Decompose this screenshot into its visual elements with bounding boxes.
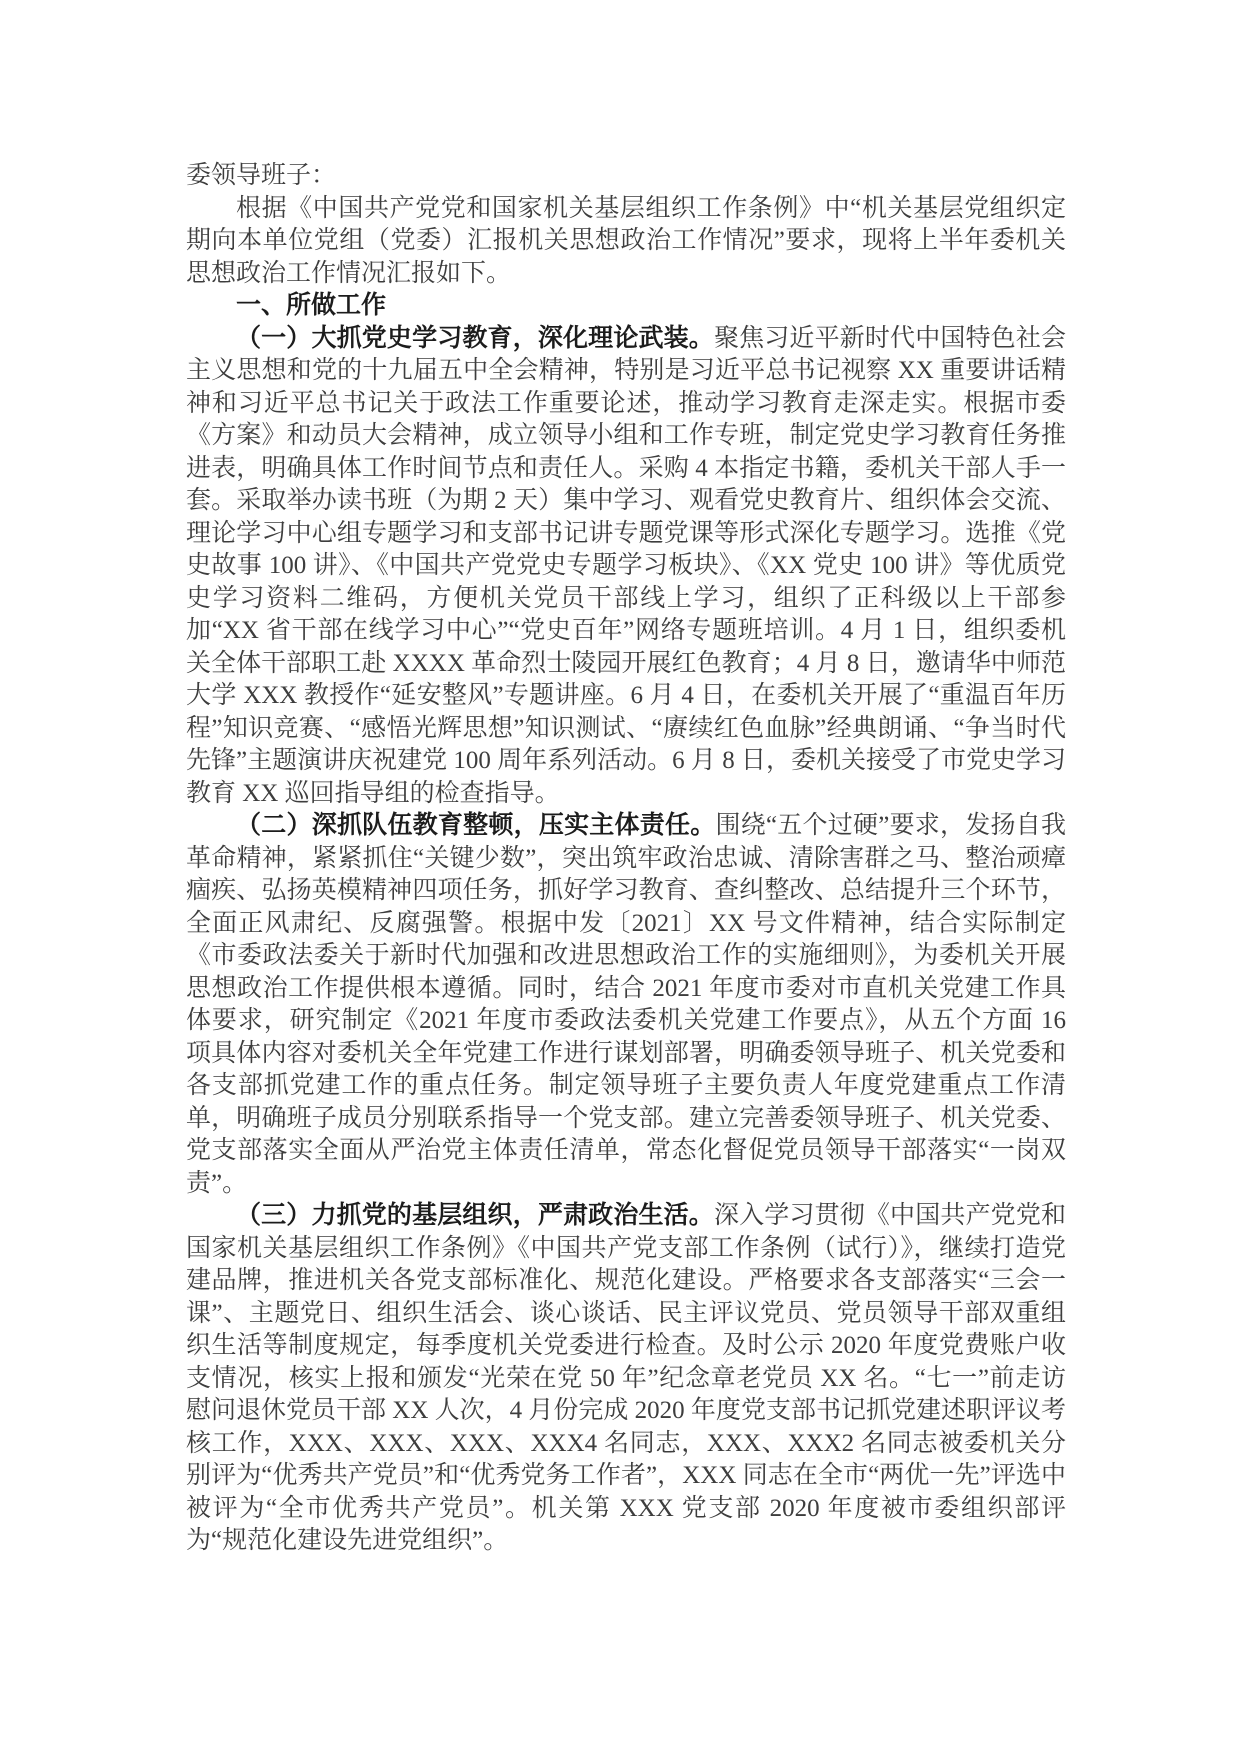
subsection-2-body: 围绕“五个过硬”要求，发扬自我革命精神，紧紧抓住“关键少数”，突出筑牢政治忠诚、清除害群之马、整治顽瘴痼疾、弘扬英模精神四项任务，抓好学习教育、查纠整改、总结提升三个环节，全面正风肃纪、反腐强警。根据中发〔2021〕XX 号文件精神，结合实际制定《市委政法委关于新时代加强和改进思想政治工作的实施细则》，为委机关开展思想政治工作提供根本遵循。同时，结合 2021 年度市委对市直机关党建工作具体要求，研究制定《2021 年度市委政法委机关党建工作要点》，从五个方面 16 项具体内容对委机关全年党建工作进行谋划部署，明确委领导班子、机关党委和各支部抓党建工作的重点任务。制定领导班子主要负责人年度党建重点工作清单，明确班子成员分别联系指导一个党支部。建立完善委领导班子、机关党委、党支部落实全面从严治党主体责任清单，常态化督促党员领导干部落实“一岗双责”。 — [186, 812, 1066, 1197]
subsection-1-body: 聚焦习近平新时代中国特色社会主义思想和党的十九届五中全会精神，特别是习近平总书记视察 XX 重要讲话精神和习近平总书记关于政法工作重要论述，推动学习教育走深走实。根据市委《方案》和动员大会精神，成立领导小组和工作专班，制定党史学习教育任务推进表，明确具体工作时间节点和责任人。采购 4 本指定书籍，委机关干部人手一套。采取举办读书班（为期 2 天）集中学习、观看党史教育片、组织体会交流、理论学习中心组专题学习和支部书记讲专题党课等形式深化专题学习。选推《党史故事 100 讲》、《中国共产党党史专题学习板块》、《XX 党史 100 讲》等优质党史学习资料二维码，方便机关党员干部线上学习，组织了正科级以上干部参加“XX 省干部在线学习中心”“党史百年”网络专题班培训。4 月 1 日，组织委机关全体干部职工赴 XXXX 革命烈士陵园开展红色教育；4 月 8 日，邀请华中师范大学 XXX 教授作“延安整风”专题讲座。6 月 4 日，在委机关开展了“重温百年历程”知识竞赛、“感悟光辉思想”知识测试、“赓续红色血脉”经典朗诵、“争当时代先锋”主题演讲庆祝建党 100 周年系列活动。6 月 8 日，委机关接受了市党史学习教育 XX 巡回指导组的检查指导。 — [186, 324, 1066, 807]
document-page — [186, 160, 1066, 1558]
subsection-1-lead: （一）大抓党史学习教育，深化理论武装。 — [236, 324, 714, 352]
subsection-2-lead: （二）深抓队伍教育整顿，压实主体责任。 — [236, 812, 716, 839]
intro-paragraph: 根据《中国共产党党和国家机关基层组织工作条例》中“机关基层党组织定期向本单位党组（党委）汇报机关思想政治工作情况”要求，现将上半年委机关思想政治工作情况汇报如下。 — [186, 194, 1066, 287]
subsection-paragraph-3 — [186, 1200, 1066, 1558]
subsection-3-body: 深入学习贯彻《中国共产党党和国家机关基层组织工作条例》《中国共产党支部工作条例（试行）》，继续打造党建品牌，推进机关各党支部标准化、规范化建设。严格要求各支部落实“三会一课”、主题党日、组织生活会、谈心谈话、民主评议党员、党员领导干部双重组织生活等制度规定，每季度机关党委进行检查。及时公示 2020 年度党费账户收支情况，核实上报和颁发“光荣在党 50 年”纪念章老党员 XX 名。“七一”前走访慰问退休党员干部 XX 人次，4 月份完成 2020 年度党支部书记抓党建述职评议考核工作，XXX、XXX、XXX、XXX4 名同志，XXX、XXX2 名同志被委机关分别评为“优秀共产党员”和“优秀党务工作者”，XXX 同志在全市“两优一先”评选中被评为“全市优秀共产党员”。机关第 XXX 党支部 2020 年度被市委组织部评为“规范化建设先进党组织”。 — [186, 1202, 1066, 1554]
salutation: 委领导班子： — [186, 162, 337, 189]
subsection-3-lead: （三）力抓党的基层组织，严肃政治生活。 — [236, 1202, 714, 1229]
subsection-paragraph-2 — [186, 810, 1066, 1200]
section-heading: 一、所做工作 — [236, 292, 387, 319]
subsection-paragraph-1 — [186, 323, 1066, 811]
